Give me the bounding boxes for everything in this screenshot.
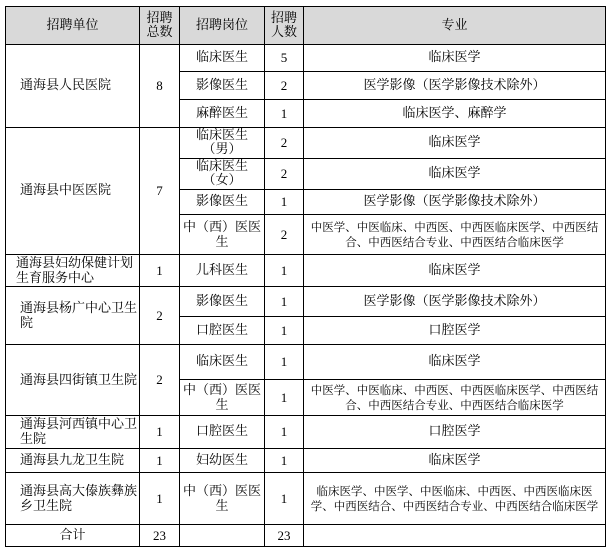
count-cell: 1 [265,380,304,416]
position-cell: 麻醉医生 [180,100,265,128]
major-cell: 临床医学 [304,159,606,190]
table-row [6,345,606,380]
total-major-empty [304,525,606,547]
header-major: 专业 [304,7,606,45]
header-total: 招聘总数 [140,7,180,45]
major-cell: 口腔医学 [304,416,606,449]
unit-cell: 通海县河西镇中心卫生院 [6,416,140,449]
unit-cell: 通海县妇幼保健计划生育服务中心 [6,255,140,287]
count-cell: 2 [265,215,304,255]
total-cell: 1 [140,473,180,525]
major-cell: 临床医学 [304,45,606,72]
position-cell: 影像医生 [180,190,265,215]
count-cell: 1 [265,255,304,287]
header-row [6,7,606,45]
table-row [6,449,606,473]
count-cell: 1 [265,317,304,345]
major-cell: 医学影像（医学影像技术除外） [304,72,606,100]
total-position-empty [180,525,265,547]
count-cell: 1 [265,449,304,473]
position-cell: 临床医生 [180,45,265,72]
major-cell: 中医学、中医临床、中西医、中西医临床医学、中西医结合、中西医结合专业、中西医结合临床医学 [304,215,606,255]
header-count: 招聘人数 [265,7,304,45]
table-row [6,287,606,317]
table-row [6,255,606,287]
total-label: 合计 [6,525,140,547]
total-row [6,525,606,547]
total-cell: 7 [140,128,180,255]
position-cell: 中（西）医医生 [180,473,265,525]
major-cell: 临床医学 [304,345,606,380]
unit-cell: 通海县人民医院 [6,45,140,128]
total-cell: 1 [140,449,180,473]
total-cell: 8 [140,45,180,128]
recruitment-table [5,6,606,547]
position-cell: 影像医生 [180,287,265,317]
count-cell: 2 [265,72,304,100]
position-cell: 中（西）医医生 [180,380,265,416]
table-row [6,416,606,449]
major-cell: 口腔医学 [304,317,606,345]
major-cell: 医学影像（医学影像技术除外） [304,287,606,317]
unit-cell: 通海县九龙卫生院 [6,449,140,473]
major-cell: 临床医学 [304,255,606,287]
count-cell: 1 [265,345,304,380]
position-cell: 口腔医生 [180,317,265,345]
position-cell: 影像医生 [180,72,265,100]
position-cell: 临床医生（女） [180,159,265,190]
table-row [6,45,606,72]
table-row [6,128,606,159]
major-cell: 医学影像（医学影像技术除外） [304,190,606,215]
unit-cell: 通海县中医医院 [6,128,140,255]
major-cell: 临床医学 [304,449,606,473]
position-cell: 临床医生 [180,345,265,380]
major-cell: 中医学、中医临床、中西医、中西医临床医学、中西医结合、中西医结合专业、中西医结合临床医学 [304,380,606,416]
unit-cell: 通海县四街镇卫生院 [6,345,140,416]
position-cell: 口腔医生 [180,416,265,449]
major-cell: 临床医学 [304,128,606,159]
header-position: 招聘岗位 [180,7,265,45]
count-cell: 1 [265,473,304,525]
grand-count: 23 [265,525,304,547]
count-cell: 5 [265,45,304,72]
total-cell: 2 [140,287,180,345]
total-cell: 1 [140,416,180,449]
position-cell: 妇幼医生 [180,449,265,473]
total-cell: 1 [140,255,180,287]
total-cell: 2 [140,345,180,416]
position-cell: 儿科医生 [180,255,265,287]
count-cell: 1 [265,416,304,449]
header-unit: 招聘单位 [6,7,140,45]
position-cell: 中（西）医医生 [180,215,265,255]
count-cell: 1 [265,287,304,317]
position-cell: 临床医生（男） [180,128,265,159]
count-cell: 1 [265,100,304,128]
count-cell: 1 [265,190,304,215]
count-cell: 2 [265,159,304,190]
major-cell: 临床医学、麻醉学 [304,100,606,128]
major-cell: 临床医学、中医学、中医临床、中西医、中西医临床医学、中西医结合、中西医结合专业、中西医结合临床医学 [304,473,606,525]
table-row [6,473,606,525]
unit-cell: 通海县杨广中心卫生院 [6,287,140,345]
unit-cell: 通海县高大傣族彝族乡卫生院 [6,473,140,525]
grand-total: 23 [140,525,180,547]
count-cell: 2 [265,128,304,159]
